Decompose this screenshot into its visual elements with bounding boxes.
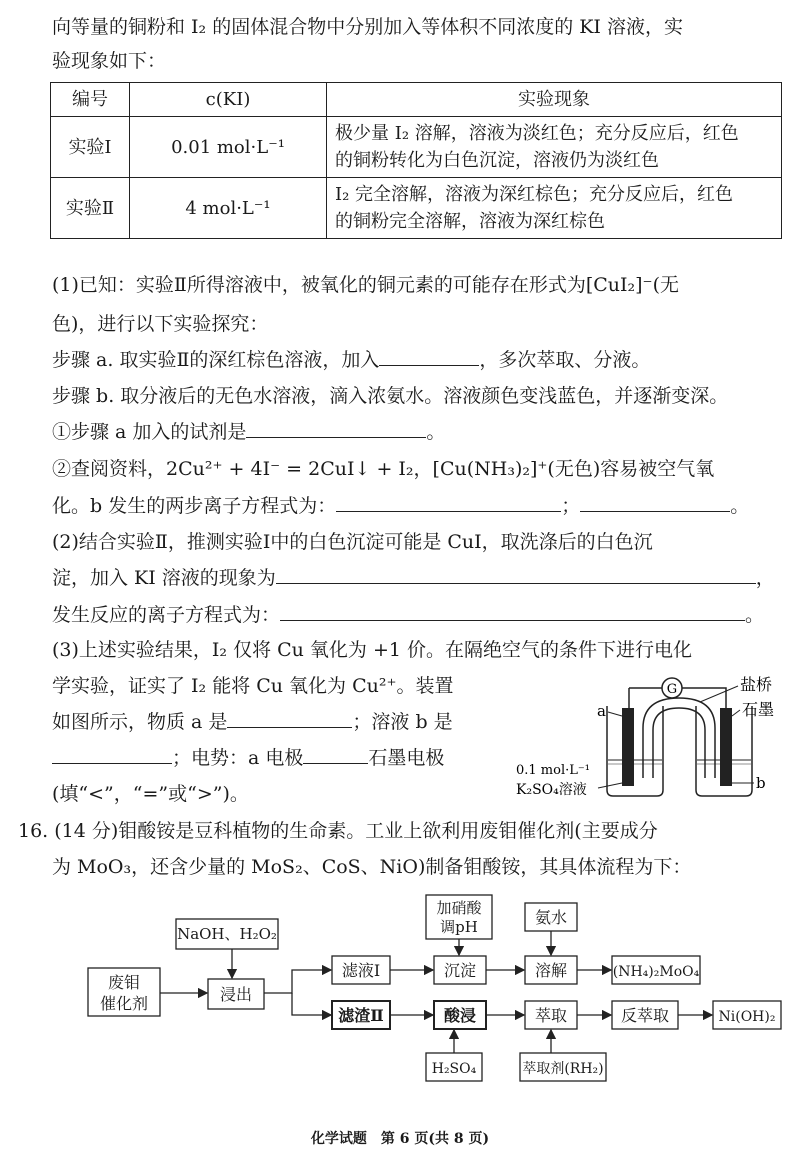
start-label-2: 催化剂 xyxy=(99,994,149,1013)
row-1-obs-line-2: 的铜粉转化为白色沉淀，溶液仍为淡红色 xyxy=(335,150,659,171)
intro-line-1: 向等量的铜粉和 I₂ 的固体混合物中分别加入等体积不同浓度的 KI 溶液，实 xyxy=(52,16,683,38)
q3-line-5: (填“<”，“=”或“>”)。 xyxy=(52,783,249,805)
q3-line-1: (3)上述实验结果，I₂ 仅将 Cu 氧化为 +1 价。在隔绝空气的条件下进行电化 xyxy=(52,639,693,661)
extract-label: 萃取 xyxy=(534,1006,568,1025)
residue-2-label: 滤渣Ⅱ xyxy=(338,1006,384,1025)
row-1-id: 实验Ⅰ xyxy=(51,117,130,178)
q16-line-2: 为 MoO₃，还含少量的 MoS₂、CoS、NiO)制备钼酸铵，其具体流程为下： xyxy=(52,856,692,878)
start-label-1: 废钼 xyxy=(107,973,141,992)
header-id: 编号 xyxy=(51,83,130,117)
q1-sub-2-line-1: ②查阅资料，2Cu²⁺ + 4I⁻ = 2CuI↓ + I₂，[Cu(NH₃)₂]⁺(无色)容易被空气氧 xyxy=(52,458,715,480)
q1-step-b: 步骤 b. 取分液后的无色水溶液，滴入浓氨水。溶液颜色变浅蓝色，并逐渐变深。 xyxy=(52,385,729,407)
answer-blank-phenomenon[interactable] xyxy=(276,565,756,584)
label-a: a xyxy=(597,702,606,720)
solution-name-label: K₂SO₄溶液 xyxy=(516,782,587,798)
row-2-obs-line-2: 的铜粉完全溶解，溶液为深红棕色 xyxy=(335,211,605,232)
h2so4-label: H₂SO₄ xyxy=(431,1061,477,1077)
salt-bridge xyxy=(643,698,715,778)
table-header-row xyxy=(51,83,782,117)
electrode-a xyxy=(622,708,634,786)
q3-line-2: 学实验，证实了 I₂ 能将 Cu 氧化为 Cu²⁺。装置 xyxy=(52,675,454,697)
row-2-conc: 4 mol·L⁻¹ xyxy=(130,178,327,239)
reagent-naoh-label: NaOH、H₂O₂ xyxy=(177,925,277,943)
graphite-label: 石墨 xyxy=(742,700,775,719)
extractant-label: 萃取剂(RH₂) xyxy=(522,1061,604,1077)
row-1-obs-line-1: 极少量 I₂ 溶解，溶液为淡红色；充分反应后，红色 xyxy=(335,123,739,144)
ammonia-label: 氨水 xyxy=(534,908,568,927)
acid-label-1: 加硝酸 xyxy=(436,899,482,917)
solution-concentration-label: 0.1 mol·L⁻¹ xyxy=(516,763,590,778)
row-2-obs-line-1: I₂ 完全溶解，溶液为深红棕色；充分反应后，红色 xyxy=(335,184,734,205)
row-1-conc: 0.01 mol·L⁻¹ xyxy=(130,117,327,178)
precipitate-label: 沉淀 xyxy=(443,961,477,980)
intro-line-2: 验现象如下： xyxy=(52,50,167,72)
answer-blank-step-a[interactable] xyxy=(379,347,479,366)
answer-blank-solution-b[interactable] xyxy=(52,745,172,764)
q1-sub-1: ①步骤 a 加入的试剂是 。 xyxy=(52,421,446,443)
q2-line-1: (2)结合实验Ⅱ，推测实验Ⅰ中的白色沉淀可能是 CuI，取洗涤后的白色沉 xyxy=(52,531,653,553)
answer-blank-ionic-equation[interactable] xyxy=(280,602,745,621)
galvanometer-label: G xyxy=(666,682,678,697)
product-1-label: (NH₄)₂MoO₄ xyxy=(612,964,700,980)
answer-blank-substance-a[interactable] xyxy=(227,709,352,728)
answer-blank-reagent[interactable] xyxy=(246,419,426,438)
q1-line-2: 色)，进行以下实验探究： xyxy=(52,313,269,335)
q2-line-3: 发生反应的离子方程式为： 。 xyxy=(52,604,765,626)
q3-line-4: ；电势：a 电极 石墨电极 xyxy=(52,745,444,771)
answer-blank-equation-2[interactable] xyxy=(580,493,730,512)
table-row xyxy=(51,117,782,178)
row-2-id: 实验Ⅱ xyxy=(51,178,130,239)
back-extract-label: 反萃取 xyxy=(620,1006,670,1025)
q16-line-1: 16. (14 分)钼酸铵是豆科植物的生命素。工业上欲利用废钼催化剂(主要成分 xyxy=(18,820,658,842)
row-2-observation xyxy=(327,178,782,239)
q1-line-1: (1)已知：实验Ⅱ所得溶液中，被氧化的铜元素的可能存在形式为[CuI₂]⁻(无 xyxy=(52,274,679,296)
experiment-table xyxy=(50,82,782,239)
leach-label: 浸出 xyxy=(219,985,253,1004)
table-row xyxy=(51,178,782,239)
process-flowchart xyxy=(0,885,800,1095)
answer-blank-potential[interactable] xyxy=(303,745,368,764)
electrochemical-apparatus xyxy=(510,668,790,803)
acid-label-2: 调pH xyxy=(440,918,478,936)
q2-line-2: 淀，加入 KI 溶液的现象为 ， xyxy=(52,567,775,589)
q1-sub-2-line-2: 化。b 发生的两步离子方程式为： ； 。 xyxy=(52,495,750,517)
salt-bridge-label: 盐桥 xyxy=(740,675,773,694)
label-b: b xyxy=(756,774,766,792)
row-1-observation xyxy=(327,117,782,178)
graphite-electrode xyxy=(720,708,732,786)
product-2-label: Ni(OH)₂ xyxy=(718,1009,776,1025)
answer-blank-equation-1[interactable] xyxy=(336,493,561,512)
header-observation: 实验现象 xyxy=(327,83,782,117)
q1-step-a: 步骤 a. 取实验Ⅱ的深红棕色溶液，加入 ，多次萃取、分液。 xyxy=(52,349,651,371)
filtrate-1-label: 滤液Ⅰ xyxy=(341,961,381,980)
page-footer: 化学试题 第 6 页(共 8 页) xyxy=(310,1131,490,1147)
header-conc: c(KI) xyxy=(130,83,327,117)
dissolve-label: 溶解 xyxy=(534,961,568,980)
q3-line-3: 如图所示，物质 a 是 ；溶液 b 是 xyxy=(52,711,453,733)
acid-leach-label: 酸浸 xyxy=(443,1006,477,1025)
